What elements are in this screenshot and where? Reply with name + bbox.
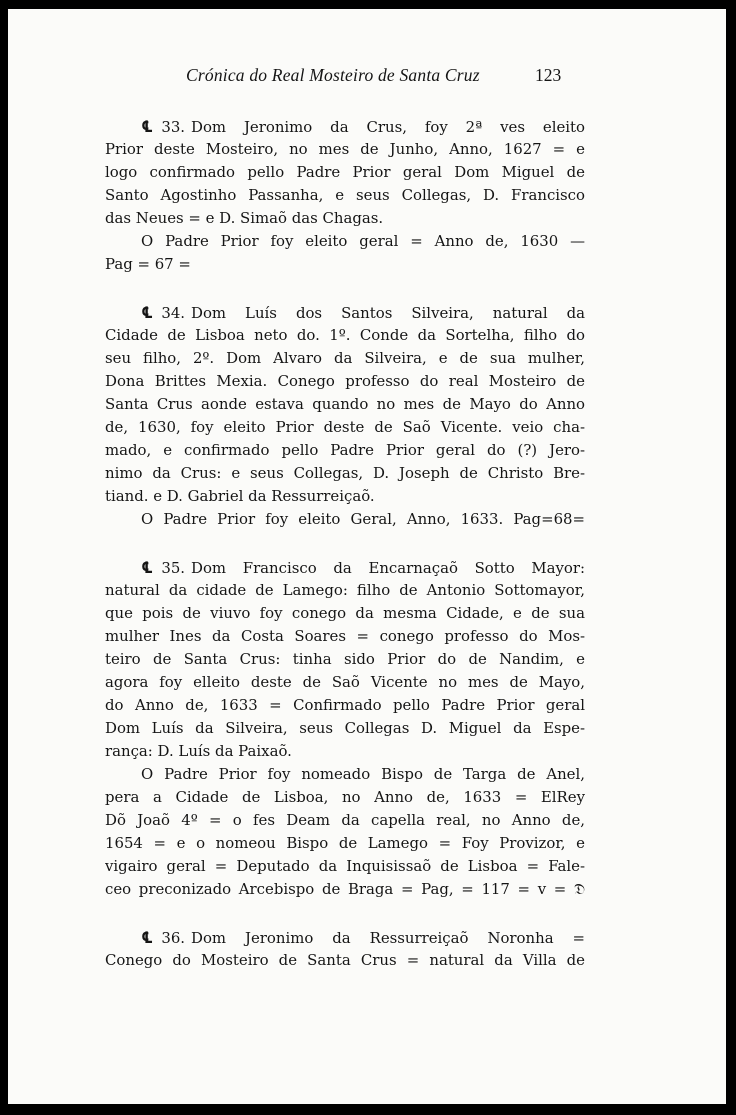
entry-text-line: mulher Ines da Costa Soares = conego professo do Mos- [105,627,585,645]
entry-text-line: seu filho, 2º. Dom Alvaro da Silveira, e de sua mulher, [105,349,585,367]
running-title: Crónica do Real Mosteiro de Santa Cruz [186,65,480,85]
entry-text-line: Dom Jeronimo da Crus, foy 2ª ves eleito [191,118,585,136]
paragraph-mark-icon: ℄ [141,117,153,136]
paragraph-mark-icon: ℄ [141,303,153,322]
entry-text-line: Santo Agostinho Passanha, e seus Collegas, D. Francisco [105,186,585,204]
entry-text-line: Pag = 67 = [105,255,191,273]
entry-text-line: Dona Brittes Mexia. Conego professo do real Mosteiro de [105,372,585,390]
entry-text-line: Dom Francisco da Encarnaçaõ Sotto Mayor: [191,559,585,577]
entry-first-line [105,926,585,949]
entry-text-line: 1654 = e o nomeou Bispo de Lamego = Foy Provizor, e [105,834,585,852]
entry-36 [105,926,585,972]
body-text [105,115,585,972]
entry-35 [105,556,585,901]
entry-first-line [105,556,585,579]
entry-text-line: Dõ Joaõ 4º = o fes Deam da capella real, no Anno de, [105,811,585,829]
paragraph-mark-icon: ℄ [141,928,153,947]
entry-text-line: das Neues = e D. Simaõ das Chagas. [105,209,384,227]
entry-text-line: vigairo geral = Deputado da Inquisissaõ de Lisboa = Fale- [105,857,585,875]
entry-text-line: Dom Jeronimo da Ressurreiçaõ Noronha = [191,929,585,947]
entry-number: 33. [161,118,186,136]
entry-text-line: Santa Crus aonde estava quando no mes de Mayo do Anno [105,395,585,413]
entry-text-line: mado, e confirmado pello Padre Prior geral do (?) Jero- [105,441,585,459]
entry-first-line [105,301,585,324]
entry-number: 36. [161,929,186,947]
entry-text-line: ceo preconizado Arcebispo de Braga = Pag, = 117 = v = 𝔇 [105,880,585,898]
entry-text-line: Cidade de Lisboa neto do. 1º. Conde da Sortelha, filho do [105,326,585,344]
entry-text-line: Dom Luís da Silveira, seus Collegas D. Miguel da Espe- [105,719,585,737]
entry-text-line: O Padre Prior foy nomeado Bispo de Targa de Anel, [141,765,585,783]
entry-first-line [105,115,585,138]
entry-text-line: nimo da Crus: e seus Collegas, D. Joseph de Christo Bre- [105,464,585,482]
paragraph-mark-icon: ℄ [141,558,153,577]
entry-text-line: tiand. e D. Gabriel da Ressurreiçaõ. [105,487,375,505]
page-header [8,65,726,91]
page-number: 123 [535,65,562,85]
entry-text-line: Prior deste Mosteiro, no mes de Junho, Anno, 1627 = e [105,140,585,158]
entry-text-line: pera a Cidade de Lisboa, no Anno de, 1633 = ElRey [105,788,585,806]
entry-text-line: O Padre Prior foy eleito geral = Anno de, 1630 — [141,232,585,250]
entry-text-line: do Anno de, 1633 = Confirmado pello Padre Prior geral [105,696,585,714]
entry-text-line: agora foy elleito deste de Saõ Vicente no mes de Mayo, [105,673,585,691]
entry-text-line: rança: D. Luís da Paixaõ. [105,742,292,760]
book-page [8,9,726,1104]
entry-text-line: Conego do Mosteiro de Santa Crus = natural da Villa de [105,951,585,969]
entry-text-line: que pois de viuvo foy conego da mesma Cidade, e de sua [105,604,585,622]
entry-34 [105,301,585,531]
entry-text-line: O Padre Prior foy eleito Geral, Anno, 1633. Pag=68= [141,510,585,528]
entry-text-line: Dom Luís dos Santos Silveira, natural da [191,304,585,322]
entry-33 [105,115,585,276]
entry-number: 35. [161,559,186,577]
entry-text-line: natural da cidade de Lamego: filho de Antonio Sottomayor, [105,581,585,599]
entry-text-line: logo confirmado pello Padre Prior geral Dom Miguel de [105,163,585,181]
entry-number: 34. [161,304,186,322]
entry-text-line: teiro de Santa Crus: tinha sido Prior do de Nandim, e [105,650,585,668]
entry-text-line: de, 1630, foy eleito Prior deste de Saõ Vicente. veio cha- [105,418,585,436]
